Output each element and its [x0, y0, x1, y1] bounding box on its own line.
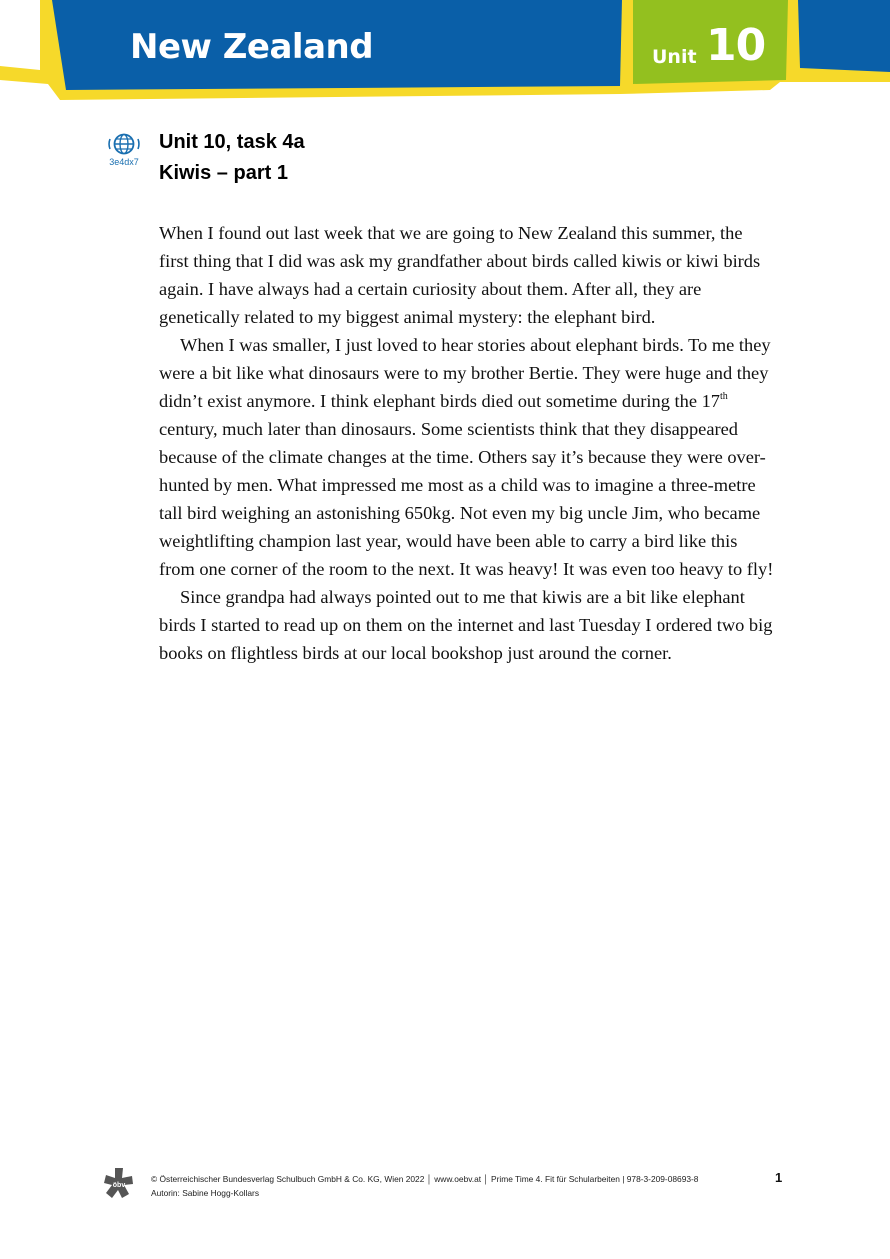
story-line: hunted by men. What impressed me most as a child was to imagine a three-metre [159, 475, 756, 495]
story-line: first thing that I did was ask my grandfather about birds called kiwis or kiwi birds [159, 251, 761, 271]
webcode-link[interactable] [102, 131, 146, 167]
story-line: birds I started to read up on them on the internet and last Tuesday I ordered two big [159, 615, 773, 635]
story-line: again. I have always had a certain curiosity about them. After all, they are [159, 279, 702, 299]
chapter-title: New Zealand [130, 27, 374, 67]
story-line: century, much later than dinosaurs. Some scientists think that they disappeared [159, 419, 738, 439]
story-line: Since grandpa had always pointed out to me that kiwis are a bit like elephant [180, 587, 745, 607]
story-line: tall bird weighing an astonishing 650kg. Not even my big uncle Jim, who became [159, 503, 761, 523]
superscript-ordinal: th [720, 391, 728, 402]
story-line: When I was smaller, I just loved to hear stories about elephant birds. To me they [180, 335, 771, 355]
footer-text [151, 1172, 698, 1200]
story-line: When I found out last week that we are going to New Zealand this summer, the [159, 223, 743, 243]
story-line: because of the climate changes at the time. Others say it’s because they were over- [159, 447, 766, 467]
task-subtitle: Kiwis – part 1 [159, 162, 288, 184]
story-line: were a bit like what dinosaurs were to my brother Bertie. They were huge and they [159, 363, 769, 383]
author-line: Autorin: Sabine Hogg-Kollars [151, 1188, 260, 1198]
header-banner [0, 0, 890, 110]
unit-number: 10 [706, 20, 766, 71]
story-text [159, 219, 789, 667]
publisher-logo-text: öbv [112, 1182, 126, 1189]
story-line: books on flightless birds at our local bookshop just around the corner. [159, 643, 672, 663]
story-line: weightlifting champion last year, would have been able to carry a bird like this [159, 531, 738, 551]
task-heading [159, 127, 305, 189]
story-line-text: didn’t exist anymore. I think elephant birds died out sometime during the 17 [159, 391, 720, 411]
globe-link-icon [106, 131, 142, 157]
publisher-logo-icon [104, 1167, 134, 1199]
copyright-line: © Österreichischer Bundesverlag Schulbuch GmbH & Co. KG, Wien 2022 │ www.oebv.at │ Prime Time 4. Fit für Schularbeiten | 978-3-209-08693-8 [151, 1174, 699, 1184]
story-line-with-superscript [159, 387, 789, 415]
story-line: from one corner of the room to the next. It was heavy! It was even too heavy to fly! [159, 559, 774, 579]
publisher-logo [104, 1167, 134, 1204]
webcode-text: 3e4dx7 [109, 157, 139, 167]
task-title: Unit 10, task 4a [159, 131, 305, 153]
story-line: genetically related to my biggest animal mystery: the elephant bird. [159, 307, 656, 327]
unit-label: Unit [652, 46, 697, 68]
page-number: 1 [775, 1170, 783, 1185]
